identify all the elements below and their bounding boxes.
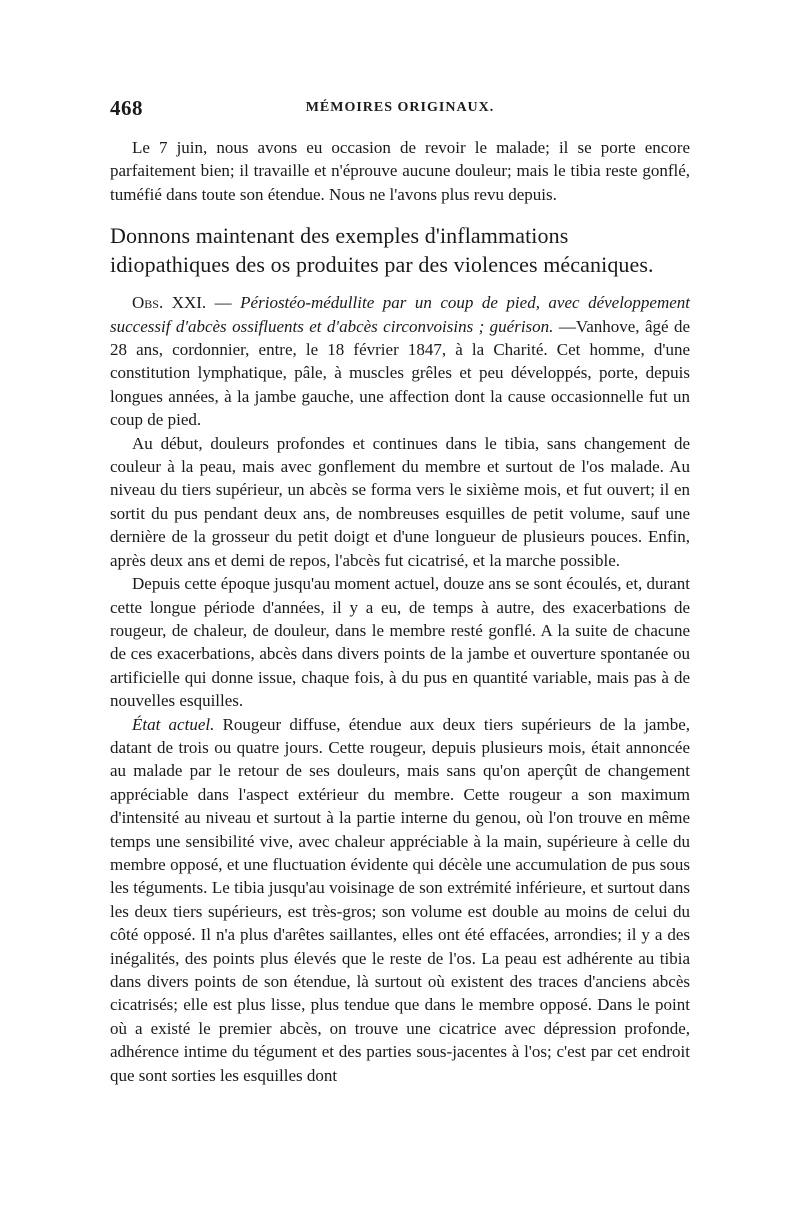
paragraph-closing-case: Le 7 juin, nous avons eu occasion de revoir le malade; il se porte encore parfaitement bien; il travaille et n'éprouve aucune douleur; mais le tibia reste gonflé, tuméfié dans toute son étendue. Nous ne l'avons plus revu depuis. — [110, 138, 690, 204]
current-state-body: Rougeur diffuse, étendue aux deux tiers supérieurs de la jambe, datant de trois ou quatre jours. Cette rougeur, depuis plusieurs mois, était annoncée au malade par le retour de ses douleurs, mais sans qu'on aperçût de changement appréciable dans l'aspect extérieur du membre. Cette rougeur a son maximum d'intensité au niveau et surtout à la partie interne du genou, où l'on trouve en même temps une sensibilité vive, avec chaleur appréciable à la main, supérieure à celle du membre opposé, et une fluctuation évidente qui décèle une accumulation de pus sous les téguments. Le tibia jusqu'au voisinage de son extrémité inférieure, et surtout dans les deux tiers supérieurs, est très-gros; son volume est double au moins de celui du côté opposé. Il n'a plus d'arêtes saillantes, elles ont été effacées, arrondies; il y a des inégalités, des points plus élevés que le reste de l'os. La peau est adhérente au tibia dans divers points de son étendue, là surtout où existent des traces d'anciens abcès cicatrisés; elle est plus lisse, plus tendue que dans le membre opposé. Dans le point où a existé le premier abcès, on trouve une cicatrice avec dépression profonde, adhérence intime du tégument et des parties sous-jacentes à l'os; c'est par cet endroit que sont sorties les esquilles dont — [110, 714, 690, 1085]
observation-label: Obs. XXI. — [132, 293, 207, 313]
observation-body: —Vanhove, âgé de 28 ans, cordonnier, entre, le 18 février 1847, à la Charité. Cet homme, d'une constitution lymphatique, pâle, à muscles grêles et peu développés, porte, depuis longues années, à la jambe gauche, une affection dont la cause occasionnelle fut un coup de pied. — [110, 316, 690, 430]
paragraph-current-state — [110, 713, 690, 1088]
paragraph-history: Depuis cette époque jusqu'au moment actuel, douze ans se sont écoulés, et, durant cette longue période d'années, il y a eu, de temps à autre, des exacerbations de rougeur, de chaleur, de douleur, dans le membre resté gonflé. A la suite de chacune de ces exacerbations, abcès dans divers points de la jambe et ouverture spontanée ou artificielle qui donne issue, chaque fois, à du pus en quantité variable, mais pas à de nouvelles esquilles. — [110, 574, 690, 711]
section-heading: Donnons maintenant des exemples d'inflammations idiopathiques des os produites par des violences mécaniques. — [110, 223, 654, 278]
observation-paragraph — [110, 291, 690, 431]
book-page — [110, 96, 690, 1087]
current-state-label: État actuel. — [132, 714, 215, 734]
running-title: MÉMOIRES ORIGINAUX. — [305, 100, 495, 115]
running-head — [110, 96, 690, 124]
paragraph-onset: Au début, douleurs profondes et continues dans le tibia, sans changement de couleur à la peau, mais avec gonflement du membre et surtout de l'os malade. Au niveau du tiers supérieur, un abcès se forma vers le sixième mois, et fut ouvert; il en sortit du pus pendant deux ans, de nombreuses esquilles de petit volume, sauf une dernière de la grosseur du petit doigt et d'une longueur de plusieurs pouces. Enfin, après deux ans et demi de repos, l'abcès fut cicatrisé, et la marche possible. — [110, 433, 690, 570]
observation-dash: — — [206, 293, 241, 313]
observation-title: Périostéo-médullite par un coup de pied, avec développement successif d'abcès ossifluents et d'abcès circonvoisins ; guérison. — [110, 293, 691, 336]
page-number: 468 — [110, 96, 143, 120]
